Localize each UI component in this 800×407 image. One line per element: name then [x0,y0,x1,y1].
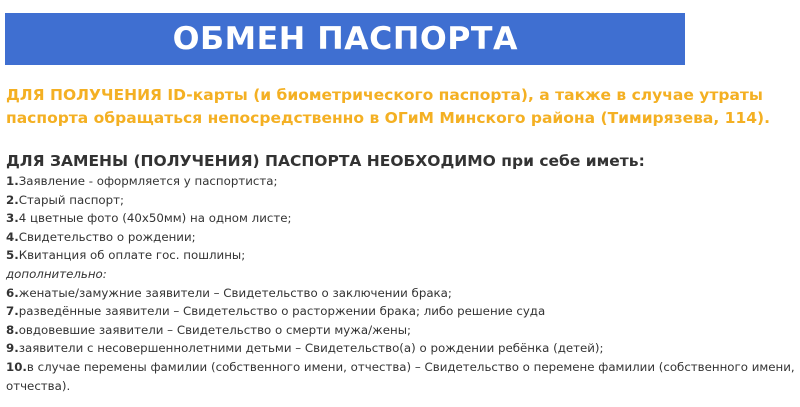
title-banner [5,13,685,65]
item-text: заявители с несовершеннолетними детьми – Свидетельство(а) о рождении ребёнка (детей); [18,341,604,356]
item-number: 1. [6,174,19,188]
item-number: 9. [6,341,19,356]
item-text: в случае перемены фамилии (собственного имени, отчества) – Свидетельство о перемене фамилии (собственного имени, отчества). [6,359,795,393]
item-text: овдовевшие заявители – Свидетельство о смерти мужа/жены; [18,322,411,337]
list-item [6,209,796,228]
list-item [6,228,796,247]
item-number: 5. [6,248,19,263]
id-card-notice: ДЛЯ ПОЛУЧЕНИЯ ID-карты (и биометрического паспорта), а также в случае утраты паспорта обращаться непосредственно в ОГиМ Минского района (Тимирязева, 114). [6,86,770,127]
item-number: 7. [6,304,19,319]
page-title: ОБМЕН ПАСПОРТА [172,21,518,57]
additional-label: дополнительно: [6,266,107,281]
list-item [6,339,796,358]
item-number: 6. [6,285,19,300]
item-number: 2. [6,192,19,207]
item-text: Квитанция об оплате гос. пошлины; [18,248,246,263]
item-text: женатые/замужние заявители – Свидетельство о заключении брака; [18,285,452,300]
item-number: 10. [6,359,27,374]
requirements-list [6,172,796,395]
requirements-heading: ДЛЯ ЗАМЕНЫ (ПОЛУЧЕНИЯ) ПАСПОРТА НЕОБХОДИМО при себе иметь: [6,152,645,170]
item-text: Свидетельство о рождении; [18,229,196,244]
item-number: 3. [6,211,19,226]
list-item [6,302,796,321]
list-item [6,246,796,265]
item-number: 8. [6,322,19,337]
list-item [6,358,796,395]
item-text: 4 цветные фото (40х50мм) на одном листе; [18,211,292,226]
list-item [6,172,796,191]
list-item [6,321,796,340]
item-text: Старый паспорт; [18,192,124,207]
list-item [6,191,796,210]
item-text: разведённые заявители – Свидетельство о расторжении брака; либо решение суда [18,304,546,319]
list-item [6,284,796,303]
item-text: Заявление - оформляется у паспортиста; [18,174,278,188]
item-number: 4. [6,229,19,244]
